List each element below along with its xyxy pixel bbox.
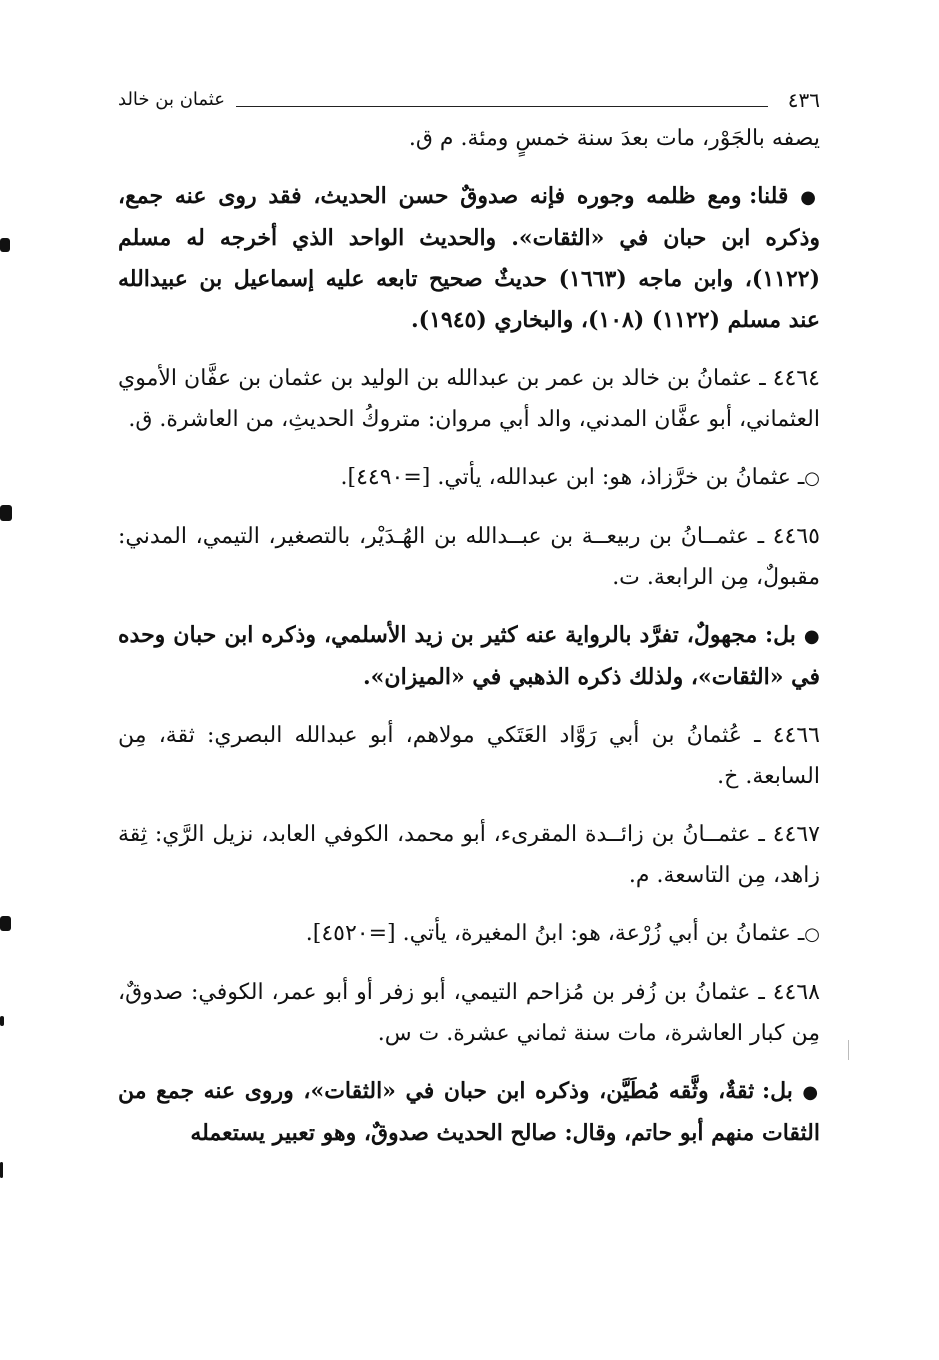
scan-margin-mark [0, 916, 11, 931]
scan-margin-mark [0, 505, 12, 521]
circle-icon: ○ [804, 924, 820, 945]
biography-entry: ٤٤٦٨ ـ عثمانُ بن زُفر بن مُزاحم التيمي، أبو زفر أو أبو عمر، الكوفي: صدوقٌ، مِن كبار العاشرة، مات سنة ثماني عشرة. ت س. [118, 980, 820, 1046]
page-body [118, 118, 820, 1154]
header-rule [236, 106, 768, 107]
running-title: عثمان بن خالد [118, 89, 225, 110]
scan-margin-mark [0, 1016, 4, 1026]
editor-note: ● بل: مجهولٌ، تفرَّد بالرواية عنه كثير بن زيد الأسلمي، وذكره ابن حبان وحده في «الثقات»، ولذلك ذكره الذهبي في «الميزان». [118, 622, 820, 690]
continuation-text: يصفه بالجَوْر، مات بعدَ سنة خمسٍ ومئة. م ق. [408, 126, 820, 151]
biography-entry: ٤٤٦٤ ـ عثمانُ بن خالد بن عمر بن عبدالله بن الوليد بن عثمان بن عفَّان الأموي العثماني، أبو عفَّان المدني، والد أبي مروان: متروكُ الحديثِ، من العاشرة. ق. [118, 366, 820, 432]
scan-margin-mark [0, 238, 10, 252]
scan-margin-mark [0, 1162, 3, 1178]
bullet-icon: ● [800, 187, 820, 208]
biography-entry: ٤٤٦٧ ـ عثمــانُ بن زائــدة المقرىء، أبو محمد، الكوفي العابد، نزيل الرَّي: ثِقة زاهد، مِن التاسعة. م. [118, 822, 820, 888]
page-number: ٤٣٦ [787, 88, 820, 112]
bullet-icon: ● [803, 626, 820, 647]
editor-note: ● قلنا: ومع ظلمه وجوره فإنه صدوقٌ حسن الحديث، فقد روى عنه جمع، وذكره ابن حبان في «الثقات». والحديث الواحد الذي أخرجه له مسلم (١١٢٢)، وابن ماجه (١٦٦٣) حديثٌ صحيح تابعه عليه إسماعيل بن عبيدالله عند مسلم (١١٢٢) (١٠٨)، والبخاري (١٩٤٥). [118, 183, 821, 333]
biography-entry: ٤٤٦٥ ـ عثمــانُ بن ربيعــة بن عبــدالله بن الهُـدَيْر، بالتصغير، التيمي، المدني: مقبولٌ، مِن الرابعة. ت. [118, 524, 820, 590]
running-header [118, 88, 820, 114]
circle-icon: ○ [804, 468, 820, 489]
scan-edge-line [848, 1040, 849, 1060]
editor-note: ● بل: ثقةٌ، وثَّقه مُطَيَّن، وذكره ابن حبان في «الثقات»، وروى عنه جمع من الثقات منهم أبو حاتم، وقال: صالح الحديث صدوقٌ، وهو تعبير يستعمله [118, 1078, 820, 1146]
biography-entry: ٤٤٦٦ ـ عُثمانُ بن أبي رَوَّاد العَتَكي مولاهم، أبو عبدالله البصري: ثقة، مِن السابعة. خ. [118, 723, 820, 789]
cross-reference: ○ـ عثمانُ بن خرَّزاذ، هو: ابن عبدالله، يأتي. [=٤٤٩٠]. [340, 465, 820, 490]
bullet-icon: ● [802, 1082, 820, 1103]
cross-reference: ○ـ عثمانُ بن أبي زُرْعة، هو: ابنُ المغيرة، يأتي. [=٤٥٢٠]. [305, 921, 820, 946]
